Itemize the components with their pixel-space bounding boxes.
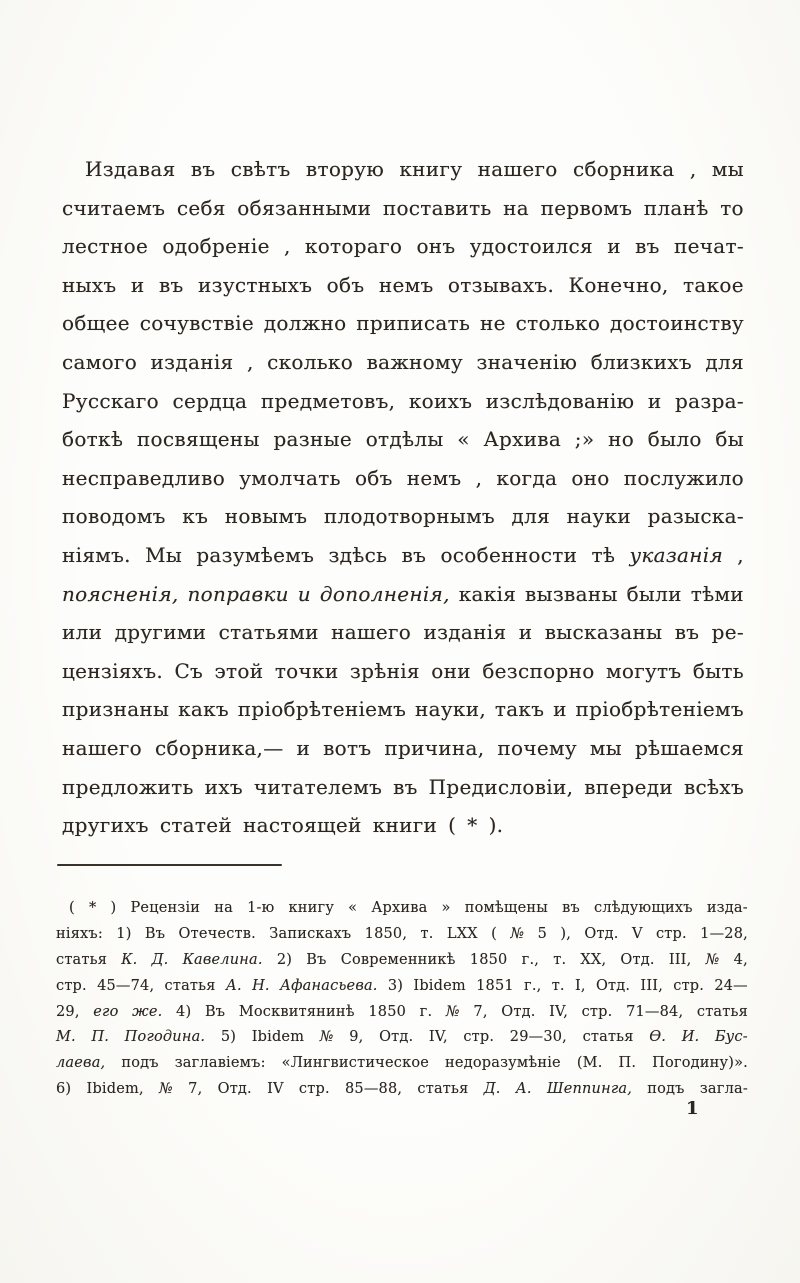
main-text-line: Русскаго сердца предметовъ, коихъ изслѣдованію и разра-: [62, 388, 744, 413]
footnote-line: лаева, подъ заглавіемъ: «Лингвистическое недоразумѣніе (М. П. Погодину)».: [56, 1055, 748, 1072]
main-text-line: несправедливо умолчать объ немъ , когда оно послужило: [62, 465, 744, 490]
main-text-line: поясненія, поправки и дополненія, какія вызваны были тѣми: [62, 581, 744, 606]
footnote-block: [56, 896, 748, 1103]
main-text-line: другихъ статей настоящей книги ( * ).: [62, 813, 504, 838]
main-text-line: самого изданія , сколько важному значенію близкихъ для: [62, 349, 744, 374]
main-text-line: признаны какъ пріобрѣтеніемъ науки, такъ и пріобрѣтеніемъ: [62, 697, 744, 722]
footnote-line: статья К. Д. Кавелина. 2) Въ Современникѣ 1850 г., т. XX, Отд. III, № 4,: [56, 951, 748, 968]
footnote-line: 29, его же. 4) Въ Москвитянинѣ 1850 г. № 7, Отд. IV, стр. 71—84, статья: [56, 1003, 748, 1020]
footnote-separator-rule: [57, 864, 282, 866]
page-number: 1: [686, 1098, 699, 1119]
main-text-line: ніямъ. Мы разумѣемъ здѣсь въ особенности тѣ указанія ,: [62, 542, 744, 567]
main-paragraph: [62, 150, 744, 845]
main-text-line: поводомъ къ новымъ плодотворнымъ для науки разыска-: [62, 504, 744, 529]
main-text-line: Издавая въ свѣтъ вторую книгу нашего сборника , мы: [85, 157, 744, 181]
main-text-line: ныхъ и въ изустныхъ объ немъ отзывахъ. Конечно, такое: [62, 272, 744, 297]
main-text-line: цензіяхъ. Съ этой точки зрѣнія они безспорно могутъ быть: [62, 658, 744, 683]
footnote-line: стр. 45—74, статья А. Н. Афанасьева. 3) Ibidem 1851 г., т. I, Отд. III, стр. 24—: [56, 977, 748, 994]
main-text-line: лестное одобреніе , котораго онъ удостоился и въ печат-: [62, 234, 744, 259]
footnote-line: М. П. Погодина. 5) Ibidem № 9, Отд. IV, стр. 29—30, статья Ѳ. И. Бус-: [56, 1029, 748, 1046]
footnote-line: 6) Ibidem, № 7, Отд. IV стр. 85—88, статья Д. А. Шеппинга, подъ загла-: [56, 1081, 748, 1098]
main-text-line: нашего сборника,— и вотъ причина, почему мы рѣшаемся: [62, 735, 744, 760]
main-text-line: или другими статьями нашего изданія и высказаны въ ре-: [62, 620, 744, 645]
footnote-line: ніяхъ: 1) Въ Отечеств. Запискахъ 1850, т. LXX ( № 5 ), Отд. V стр. 1—28,: [56, 925, 748, 942]
main-text-line: предложить ихъ читателемъ въ Предисловіи, впереди всѣхъ: [62, 774, 744, 799]
main-text-line: общее сочувствіе должно приписать не столько достоинству: [62, 311, 744, 336]
main-text-line: считаемъ себя обязанными поставить на первомъ планѣ то: [62, 195, 744, 220]
footnote-line: ( * ) Рецензіи на 1-ю книгу « Архива » помѣщены въ слѣдующихъ изда-: [69, 900, 748, 916]
main-text-line: боткѣ посвящены разные отдѣлы « Архива ;» но было бы: [62, 427, 744, 452]
